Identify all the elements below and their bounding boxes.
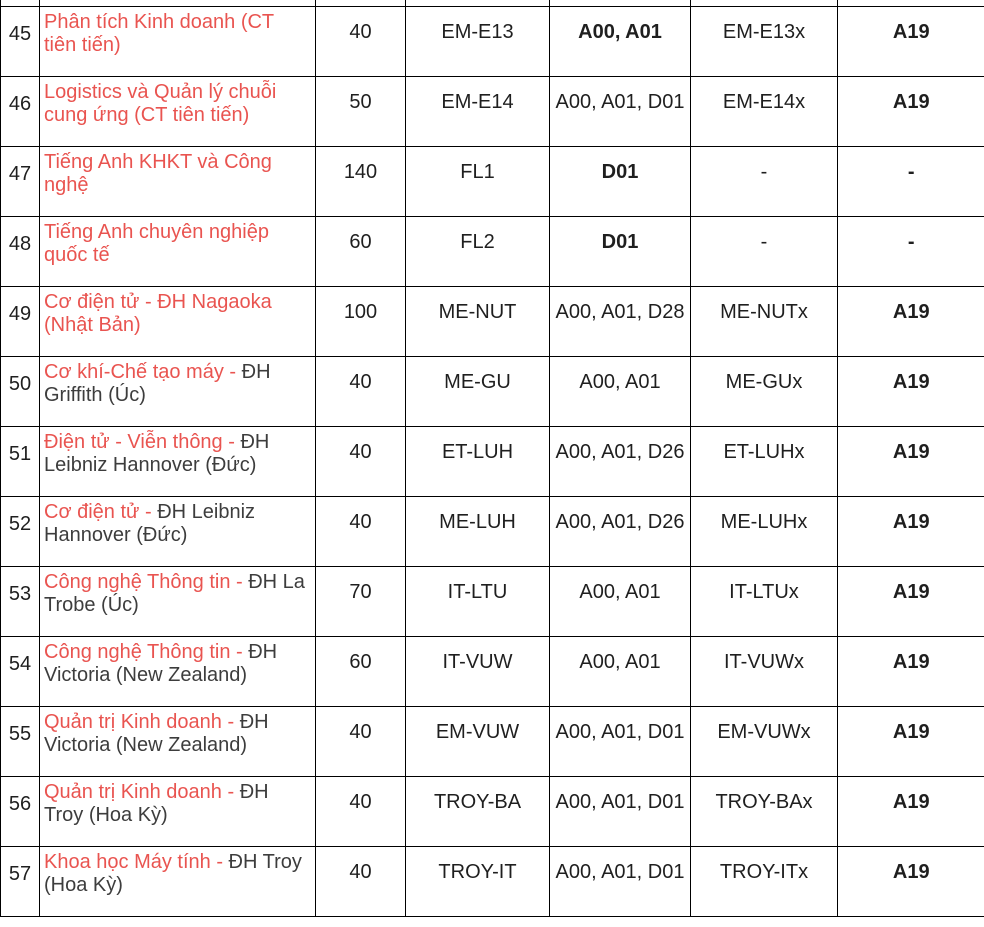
program-name-rest: ĐH Troy (Hoa Kỳ)	[44, 850, 302, 896]
extended-code-cell: EM-VUWx	[691, 706, 838, 776]
subject-combos-cell: A00, A01, D01	[550, 776, 691, 846]
program-code-cell: EM-E14	[406, 76, 550, 146]
program-code-cell: IT-LTU	[406, 566, 550, 636]
row-number-cell: 53	[1, 566, 40, 636]
program-name-rest: ĐH Leibniz Hannover (Đức)	[44, 430, 270, 476]
extended-code-cell: ME-GUx	[691, 356, 838, 426]
program-name-cell	[40, 566, 316, 636]
row-number-cell: 50	[1, 356, 40, 426]
program-name-link[interactable]: Cơ điện tử -	[44, 500, 152, 523]
program-name-link[interactable]: Cơ điện tử - ĐH Nagaoka (Nhật Bản)	[44, 290, 272, 336]
program-name-rest: ĐH Troy (Hoa Kỳ)	[44, 780, 269, 826]
row-number-cell: 46	[1, 76, 40, 146]
row-number-cell: 45	[1, 6, 40, 76]
program-name-cell	[40, 636, 316, 706]
talent-combo-cell: A19	[838, 706, 984, 776]
program-name-cell	[40, 216, 316, 286]
table-row	[1, 566, 984, 636]
program-code-cell: TROY-BA	[406, 776, 550, 846]
subject-combos-cell: A00, A01, D01	[550, 706, 691, 776]
row-number-cell: 54	[1, 636, 40, 706]
quota-cell: 50	[316, 76, 406, 146]
program-name-rest: ĐH Leibniz Hannover (Đức)	[44, 500, 256, 546]
subject-combos-cell: A00, A01, D26	[550, 496, 691, 566]
program-code-cell: ME-NUT	[406, 286, 550, 356]
table-row	[1, 146, 984, 216]
program-code-cell: ET-LUH	[406, 426, 550, 496]
subject-combos-cell: A00, A01	[550, 356, 691, 426]
program-code-cell: TROY-IT	[406, 846, 550, 916]
extended-code-cell: TROY-ITx	[691, 846, 838, 916]
talent-combo-cell: A19	[838, 566, 984, 636]
table-row	[1, 846, 984, 916]
program-name-link[interactable]: Khoa học Máy tính -	[44, 850, 223, 873]
program-name-link[interactable]: Logistics và Quản lý chuỗi cung ứng (CT tiên tiến)	[44, 80, 277, 126]
quota-cell: 40	[316, 496, 406, 566]
subject-combos-cell: A00, A01	[550, 566, 691, 636]
program-code-cell: FL2	[406, 216, 550, 286]
program-name-rest: ĐH Victoria (New Zealand)	[44, 640, 278, 686]
program-name-cell	[40, 776, 316, 846]
talent-combo-cell: A19	[838, 846, 984, 916]
extended-code-cell: EM-E14x	[691, 76, 838, 146]
program-name-cell	[40, 846, 316, 916]
subject-combos-cell: A00, A01, D28	[550, 286, 691, 356]
quota-cell: 40	[316, 426, 406, 496]
program-code-cell: FL1	[406, 146, 550, 216]
talent-combo-cell: A19	[838, 6, 984, 76]
program-name-link[interactable]: Điện tử - Viễn thông -	[44, 430, 235, 453]
extended-code-cell: ME-NUTx	[691, 286, 838, 356]
program-name-link[interactable]: Quản trị Kinh doanh -	[44, 710, 235, 733]
extended-code-cell: EM-E13x	[691, 6, 838, 76]
program-name-cell	[40, 146, 316, 216]
table-row	[1, 706, 984, 776]
quota-cell: 40	[316, 6, 406, 76]
row-number-cell: 51	[1, 426, 40, 496]
program-name-link[interactable]: Cơ khí-Chế tạo máy -	[44, 360, 237, 383]
quota-cell: 70	[316, 566, 406, 636]
quota-cell: 60	[316, 636, 406, 706]
extended-code-cell: IT-LTUx	[691, 566, 838, 636]
program-name-rest: ĐH La Trobe (Úc)	[44, 570, 305, 616]
table-body	[1, 0, 984, 916]
talent-combo-cell: A19	[838, 776, 984, 846]
table-row	[1, 496, 984, 566]
table-row	[1, 76, 984, 146]
table-row	[1, 356, 984, 426]
quota-cell: 60	[316, 216, 406, 286]
program-name-link[interactable]: Tiếng Anh KHKT và Công nghệ	[44, 150, 272, 196]
program-name-rest: ĐH Griffith (Úc)	[44, 360, 271, 406]
program-name-cell	[40, 356, 316, 426]
quota-cell: 140	[316, 146, 406, 216]
extended-code-cell: IT-VUWx	[691, 636, 838, 706]
talent-combo-cell: A19	[838, 356, 984, 426]
program-name-link[interactable]: Tiếng Anh chuyên nghiệp quốc tế	[44, 220, 269, 266]
program-name-rest: ĐH Victoria (New Zealand)	[44, 710, 269, 756]
subject-combos-cell: A00, A01, D26	[550, 426, 691, 496]
row-number-cell: 48	[1, 216, 40, 286]
program-name-link[interactable]: Công nghệ Thông tin -	[44, 640, 243, 663]
table-row	[1, 216, 984, 286]
subject-combos-cell: D01	[550, 216, 691, 286]
program-name-link[interactable]: Phân tích Kinh doanh (CT tiên tiến)	[44, 10, 274, 56]
row-number-cell: 52	[1, 496, 40, 566]
table-row	[1, 636, 984, 706]
subject-combos-cell: A00, A01, D01	[550, 846, 691, 916]
program-code-cell: ME-LUH	[406, 496, 550, 566]
subject-combos-cell: A00, A01, D01	[550, 76, 691, 146]
program-name-link[interactable]: Công nghệ Thông tin -	[44, 570, 243, 593]
row-number-cell: 57	[1, 846, 40, 916]
quota-cell: 40	[316, 776, 406, 846]
subject-combos-cell: D01	[550, 146, 691, 216]
table-row	[1, 286, 984, 356]
extended-code-cell: -	[691, 216, 838, 286]
quota-cell: 40	[316, 846, 406, 916]
extended-code-cell: TROY-BAx	[691, 776, 838, 846]
program-name-cell	[40, 6, 316, 76]
row-number-cell: 55	[1, 706, 40, 776]
quota-cell: 100	[316, 286, 406, 356]
table-row	[1, 776, 984, 846]
talent-combo-cell: A19	[838, 636, 984, 706]
program-code-cell: EM-E13	[406, 6, 550, 76]
program-name-cell	[40, 286, 316, 356]
quota-cell: 40	[316, 356, 406, 426]
extended-code-cell: ME-LUHx	[691, 496, 838, 566]
row-number-cell: 56	[1, 776, 40, 846]
program-name-cell	[40, 426, 316, 496]
talent-combo-cell: A19	[838, 286, 984, 356]
talent-combo-cell: -	[838, 216, 984, 286]
program-name-link[interactable]: Quản trị Kinh doanh -	[44, 780, 235, 803]
row-number-cell: 47	[1, 146, 40, 216]
quota-cell: 40	[316, 706, 406, 776]
table-row	[1, 6, 984, 76]
program-name-cell	[40, 706, 316, 776]
row-number-cell: 49	[1, 286, 40, 356]
talent-combo-cell: -	[838, 146, 984, 216]
program-name-cell	[40, 76, 316, 146]
talent-combo-cell: A19	[838, 496, 984, 566]
talent-combo-cell: A19	[838, 76, 984, 146]
talent-combo-cell: A19	[838, 426, 984, 496]
program-code-cell: IT-VUW	[406, 636, 550, 706]
program-code-cell: EM-VUW	[406, 706, 550, 776]
program-name-cell	[40, 496, 316, 566]
subject-combos-cell: A00, A01	[550, 6, 691, 76]
subject-combos-cell: A00, A01	[550, 636, 691, 706]
table-row	[1, 426, 984, 496]
program-code-cell: ME-GU	[406, 356, 550, 426]
extended-code-cell: ET-LUHx	[691, 426, 838, 496]
extended-code-cell: -	[691, 146, 838, 216]
